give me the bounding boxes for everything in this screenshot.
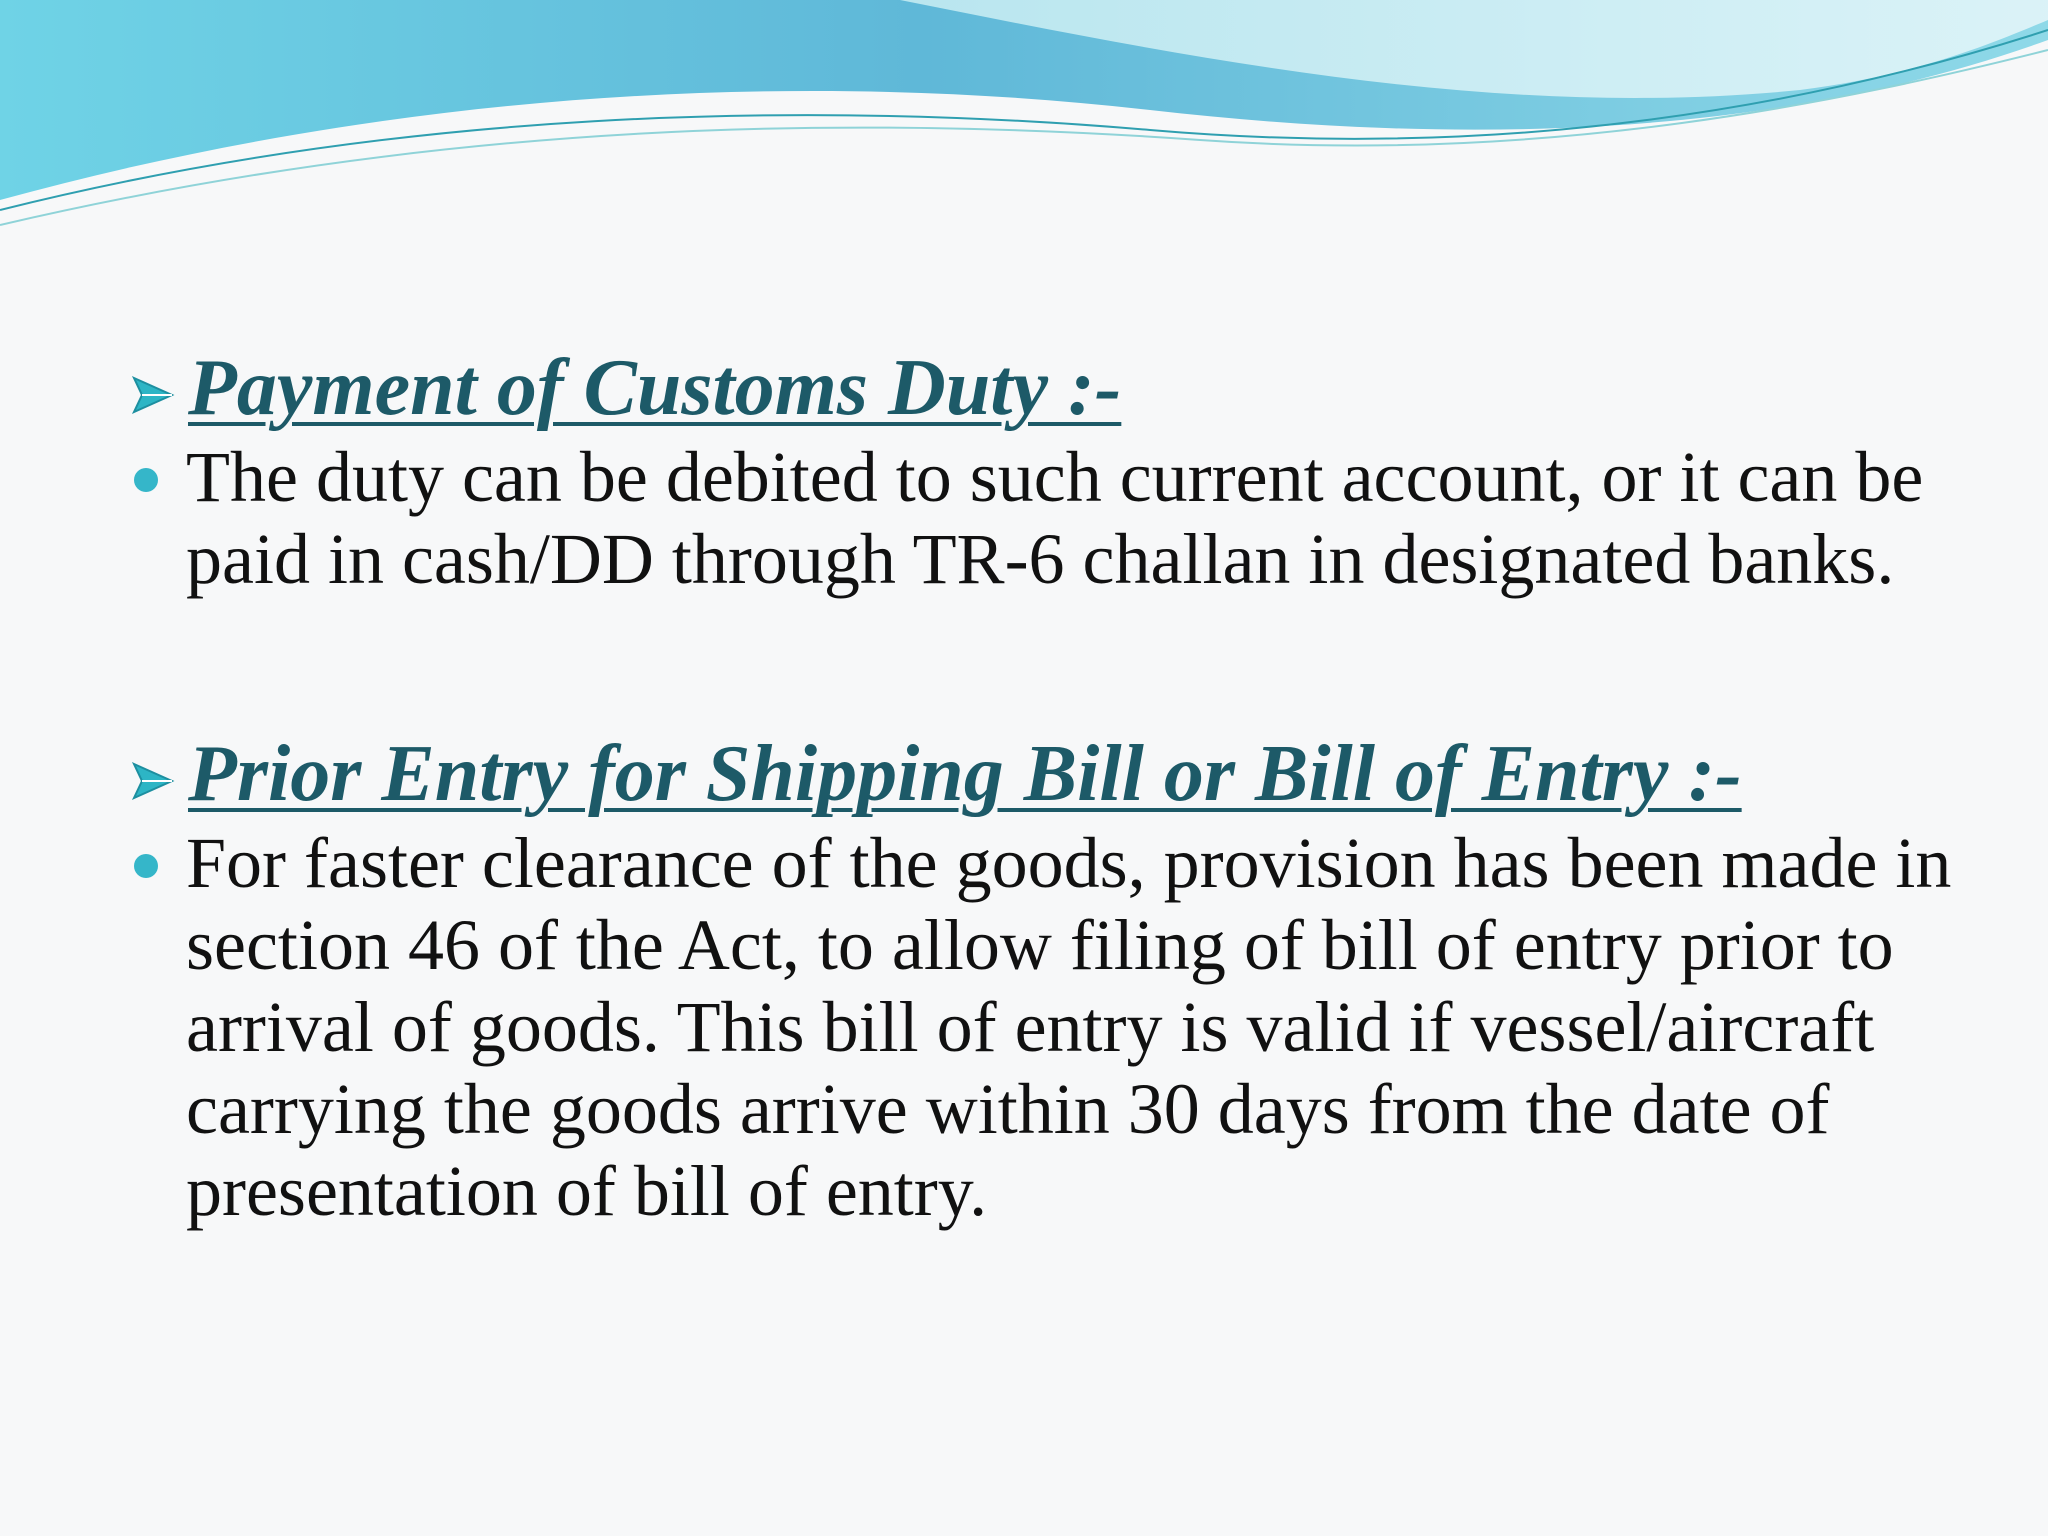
section-heading <box>128 726 1968 822</box>
header-wave-decoration <box>0 0 2048 240</box>
section-heading <box>128 340 1968 436</box>
list-item-text: For faster clearance of the goods, provision has been made in section 46 of the Act, to allow filing of bill of entry prior to arrival of goods. This bill of entry is valid if vessel/aircraft carrying the goods arrive within 30 days from the date of presentation of bill of entry. <box>186 823 1952 1231</box>
arrow-bullet-icon <box>128 370 188 420</box>
list-item <box>130 436 1968 600</box>
section-heading-text: Prior Entry for Shipping Bill or Bill of Entry :- <box>188 730 1742 818</box>
round-bullet-icon <box>130 436 186 518</box>
section-heading-text: Payment of Customs Duty :- <box>188 344 1122 432</box>
round-bullet-icon <box>130 822 186 904</box>
list-item-text: The duty can be debited to such current account, or it can be paid in cash/DD through TR-6 challan in designated banks. <box>186 437 1924 599</box>
slide-content <box>128 340 1968 1232</box>
list-item <box>130 822 1968 1232</box>
arrow-bullet-icon <box>128 756 188 806</box>
